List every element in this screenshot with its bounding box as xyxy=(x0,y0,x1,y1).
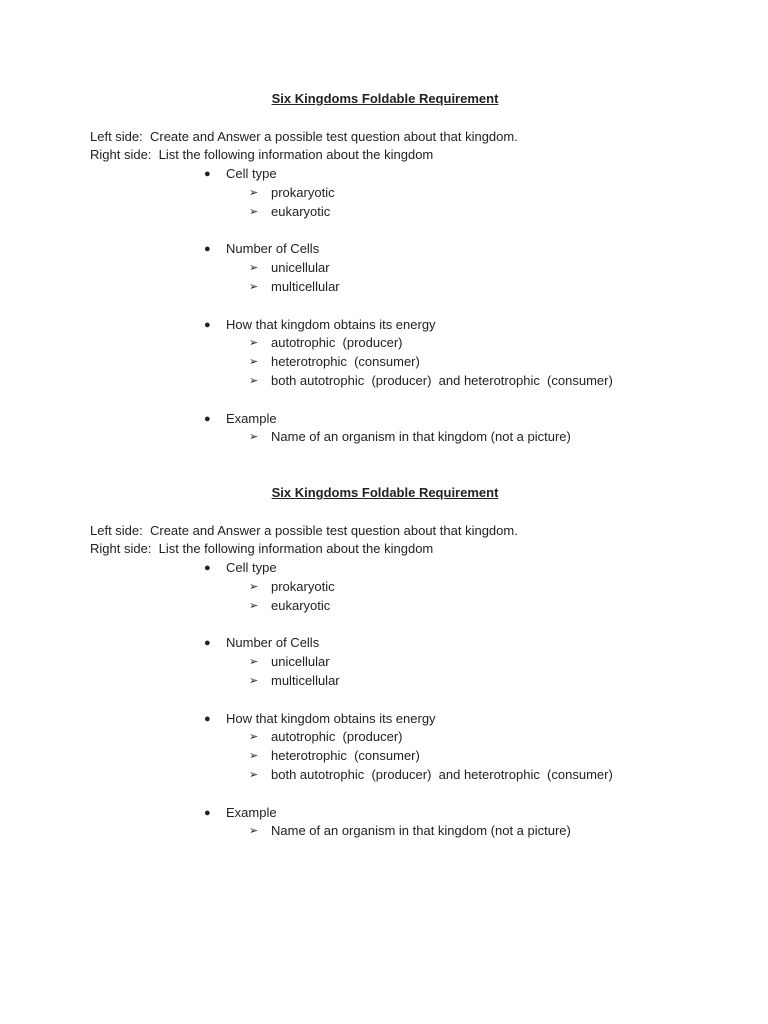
arrow-icon: ➢ xyxy=(249,337,259,350)
arrow-icon: ➢ xyxy=(249,674,259,687)
sub-list-item xyxy=(90,372,690,391)
requirement-list xyxy=(90,559,690,841)
arrow-icon: ➢ xyxy=(249,768,259,781)
list-heading: How that kingdom obtains its energy xyxy=(226,710,436,726)
list-group-number-of-cells xyxy=(90,634,690,690)
sub-item-text: both autotrophic (producer) and heterotrophic (consumer) xyxy=(271,372,613,388)
arrow-icon: ➢ xyxy=(249,580,259,593)
arrow-icon: ➢ xyxy=(249,431,259,444)
list-item xyxy=(90,710,690,729)
list-group-energy xyxy=(90,316,690,391)
left-side-instruction: Left side: Create and Answer a possible test question about that kingdom. xyxy=(90,522,518,538)
list-item xyxy=(90,559,690,578)
list-heading: Example xyxy=(226,804,277,820)
right-side-instruction: Right side: List the following information about the kingdom xyxy=(90,541,434,557)
list-group-energy xyxy=(90,710,690,785)
list-heading: How that kingdom obtains its energy xyxy=(226,316,436,332)
arrow-icon: ➢ xyxy=(249,205,259,218)
sub-item-text: eukaryotic xyxy=(271,203,331,219)
sub-item-text: autotrophic (producer) xyxy=(271,729,403,745)
sub-list-item xyxy=(90,353,690,372)
list-item xyxy=(90,165,690,184)
right-side-instruction: Right side: List the following information about the kingdom xyxy=(90,147,434,163)
requirement-section xyxy=(90,484,690,860)
sub-list-item xyxy=(90,184,690,203)
sub-list-item xyxy=(90,578,690,597)
list-group-example xyxy=(90,410,690,448)
sub-item-text: heterotrophic (consumer) xyxy=(271,748,420,764)
arrow-icon: ➢ xyxy=(249,750,259,763)
sub-list-item xyxy=(90,203,690,222)
arrow-icon: ➢ xyxy=(249,731,259,744)
arrow-icon: ➢ xyxy=(249,356,259,369)
sub-item-text: unicellular xyxy=(271,654,330,670)
arrow-icon: ➢ xyxy=(249,825,259,838)
sub-list-item xyxy=(90,653,690,672)
arrow-icon: ➢ xyxy=(249,599,259,612)
list-group-cell-type xyxy=(90,165,690,221)
sub-list-item xyxy=(90,278,690,297)
arrow-icon: ➢ xyxy=(249,656,259,669)
sub-item-text: autotrophic (producer) xyxy=(271,335,403,351)
arrow-icon: ➢ xyxy=(249,280,259,293)
sub-list-item xyxy=(90,334,690,353)
arrow-icon: ➢ xyxy=(249,262,259,275)
bullet-icon: ● xyxy=(204,318,211,331)
sub-item-text: prokaryotic xyxy=(271,578,335,594)
instructions xyxy=(90,522,690,560)
bullet-icon: ● xyxy=(204,637,211,650)
list-heading: Number of Cells xyxy=(226,635,320,651)
bullet-icon: ● xyxy=(204,243,211,256)
sub-list-item xyxy=(90,259,690,278)
arrow-icon: ➢ xyxy=(249,186,259,199)
list-group-example xyxy=(90,804,690,842)
sub-list-item xyxy=(90,766,690,785)
sub-list-item xyxy=(90,672,690,691)
section-title: Six Kingdoms Foldable Requirement xyxy=(271,485,499,500)
list-heading: Cell type xyxy=(226,166,277,182)
sub-item-text: Name of an organism in that kingdom (not a picture) xyxy=(271,823,571,839)
list-heading: Cell type xyxy=(226,560,277,576)
sub-item-text: prokaryotic xyxy=(271,184,335,200)
requirement-section xyxy=(90,90,690,466)
list-item xyxy=(90,316,690,335)
sub-list-item xyxy=(90,597,690,616)
sub-list-item xyxy=(90,728,690,747)
sub-item-text: unicellular xyxy=(271,260,330,276)
sub-item-text: both autotrophic (producer) and heterotrophic (consumer) xyxy=(271,766,613,782)
list-group-number-of-cells xyxy=(90,240,690,296)
left-side-instruction: Left side: Create and Answer a possible test question about that kingdom. xyxy=(90,128,518,144)
list-group-cell-type xyxy=(90,559,690,615)
arrow-icon: ➢ xyxy=(249,374,259,387)
sub-list-item xyxy=(90,428,690,447)
section-title: Six Kingdoms Foldable Requirement xyxy=(271,91,499,106)
sub-list-item xyxy=(90,747,690,766)
list-heading: Number of Cells xyxy=(226,241,320,257)
list-item xyxy=(90,410,690,429)
sub-item-text: heterotrophic (consumer) xyxy=(271,354,420,370)
bullet-icon: ● xyxy=(204,168,211,181)
sub-item-text: multicellular xyxy=(271,278,340,294)
list-item xyxy=(90,804,690,823)
list-item xyxy=(90,634,690,653)
list-heading: Example xyxy=(226,410,277,426)
list-item xyxy=(90,240,690,259)
bullet-icon: ● xyxy=(204,562,211,575)
bullet-icon: ● xyxy=(204,712,211,725)
bullet-icon: ● xyxy=(204,806,211,819)
sub-item-text: eukaryotic xyxy=(271,597,331,613)
requirement-list xyxy=(90,165,690,447)
sub-list-item xyxy=(90,822,690,841)
bullet-icon: ● xyxy=(204,412,211,425)
sub-item-text: multicellular xyxy=(271,672,340,688)
instructions xyxy=(90,128,690,166)
sub-item-text: Name of an organism in that kingdom (not a picture) xyxy=(271,429,571,445)
